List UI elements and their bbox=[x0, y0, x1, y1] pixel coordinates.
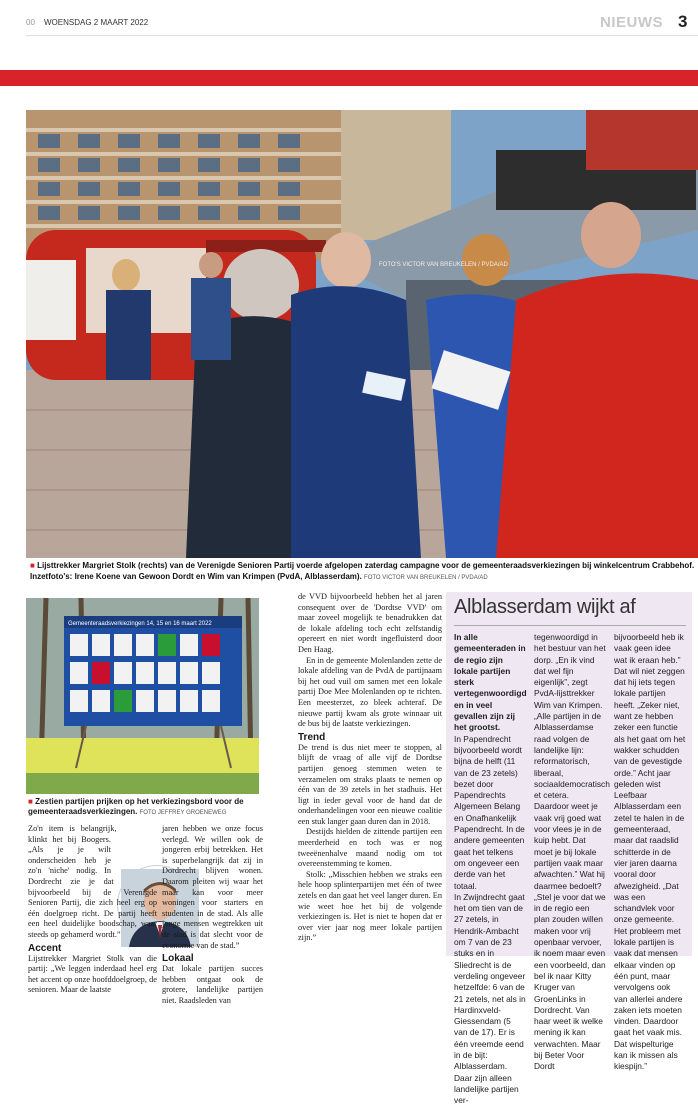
board-caption-text: Zestien partijen prijken op het verkiezingsbord voor de gemeenteraadsverkiezingen. bbox=[28, 797, 244, 816]
sidebar-title: Alblasserdam wijkt af bbox=[454, 596, 636, 618]
header-rule bbox=[26, 35, 698, 36]
election-board-photo bbox=[26, 598, 259, 794]
sidebar-column-1 bbox=[454, 632, 526, 1106]
page-number: 3 bbox=[678, 12, 688, 31]
article-paragraph: Destijds hielden de zittende partijen een meerderheid en toch was er nog tweeënenhalve maand nodig om tot overeenstemming te komen. bbox=[298, 827, 442, 869]
article-paragraph: de VVD bijvoorbeeld hebben het al jaren consequent over de 'Dordtse VVD' om maar zoveel mogelijk te benadrukken dat de lokale afdeling toch echt zelfstandig opereert en niet wordt ingefluisterd door Den Haag. bbox=[298, 592, 442, 654]
subheading-accent: Accent bbox=[28, 942, 62, 954]
sidebar-paragraph: In Zwijndrecht gaat het om tien van de 27 zetels, in Hendrik-Ambacht om 7 van de 23 stuks en in Sliedrecht is de verdeling ongeveer hetzelfde: 6 van de 21 zetels, net als in Hardinxveld-Giessendam (5 van de 17). Er is één vreemde eend in de bijt: Alblasserdam. Daar zijn alleen landelijke partijen ver- bbox=[454, 891, 526, 1106]
board-photo-caption bbox=[28, 797, 260, 818]
article-column-1 bbox=[28, 824, 157, 996]
sidebar-rule bbox=[454, 625, 686, 626]
article-paragraph: De trend is dus niet meer te stoppen, al blijft de vraag of alle vijf de Dordtse partijen genoeg stemmen weten te verzamelen om straks plaats te nemen op één van de 39 zetels in het stadhuis. Het ligt in ieder geval voor de hand dat de onderhandelingen voor een nieuwe coalitie een stuk langer gaan duren dan in 2018. bbox=[298, 742, 442, 826]
article-paragraph: Dat lokale partijen succes hebben ontgaat ook de grotere, landelijke partijen niet. Raadsleden van bbox=[162, 964, 263, 1005]
red-banner bbox=[0, 70, 698, 86]
article-column-2 bbox=[162, 824, 263, 1007]
article-paragraph: En in de gemeente Molenlanden zette de lokale afdeling van de PvdA de partijnaam bij het oud vuil om samen met een lokale partij Doe Mee Molenlanden op te richten. Een meesterzet, zo bleek achteraf. De nieuwe partij kwam als grote winnaar uit de bus bij de laatste verkiezingen. bbox=[298, 655, 442, 729]
article-column-3 bbox=[298, 592, 442, 944]
main-caption-text: Lijsttrekker Margriet Stolk (rechts) van de Verenigde Senioren Partij voerde afgelopen zaterdag campagne voor de gemeenteraadsverkiezingen bij winkelcentrum Crabbehof. Inzetfoto's: Irene Koene van Gewoon Dordt en Wim van Krimpen (PvdA, Alblasserdam). bbox=[30, 561, 695, 581]
article-paragraph: Stolk: „Misschien hebben we straks een hele hoop splinterpartijen met één of twee zetels en dan gaat het veel langer duren. En wie weet hoe het bij de volgende verkiezingen is. Het is niet te hopen dat er over vier jaar nog meer lokale partijen zijn.” bbox=[298, 869, 442, 943]
board-title: Gemeenteraadsverkiezingen 14, 15 en 16 maart 2022 bbox=[68, 621, 212, 627]
page-header bbox=[0, 0, 698, 40]
caption-bullet-icon: ■ bbox=[30, 561, 35, 570]
sidebar-column-2 bbox=[534, 632, 610, 1073]
article-paragraph: Zo'n item is belangrijk, klinkt het bij Boogers. „Als je je wilt onderscheiden heb je zo'n 'niche' nodig. In Dordrecht zie je dat bijvoorbeeld bij de Verenigde Senioren Partij, die zich heel erg op één doelgroep richt. De partij heeft een heel duidelijke boodschap, waar steeds op gehamerd wordt.” bbox=[28, 824, 157, 939]
page-prefix: 00 bbox=[26, 18, 35, 27]
sidebar-paragraph: bijvoorbeeld heb ik vaak geen idee wat ik eraan heb.” Dat wil niet zeggen dat hij iets tegen lokale partijen heeft. „Zeker niet, want ze hebben zeker een functie als het gaat om het wakker schudden van de gevestigde orde.” Acht jaar geleden wist Leefbaar Alblasserdam een zetel te halen in de gemeenteraad, maar dat raadslid schitterde in de vier jaren daarna vooral door afwezigheid. „Dat was een schandvlek voor onze gemeente. Het probleem met lokale partijen is vaak dat mensen elkaar vinden op één punt, maar vervolgens ook van allerlei andere zaken iets moeten vinden. Daardoor gaat het vaak mis. Dat wispelturige kan ik missen als kiespijn.” bbox=[614, 632, 686, 1072]
sidebar-paragraph: tegenwoordigd in het bestuur van het dorp. „En ik vind dat wel fijn eigenlijk”, zegt PvdA-lijsttrekker Wim van Krimpen. „Alle partijen in de Alblasserdamse raad volgen de landelijke lijn: reformatorisch, liberaal, sociaaldemocratisch et cetera. Daardoor weet je vaak vrij goed wat voor vlees je in de kuip hebt. Dat moet je bij lokale partijen vaak maar afwachten.” Wat hij daarmee bedoelt? „Stel je voor dat we in de regio een plan zouden willen maken voor vrij openbaar vervoer, ik noem maar even een voorbeeld, dan bel ik naar Kitty Kruger van GroenLinks in Dordrecht. Van haar weet ik welke mening ik kan verwachten. Maar bij Beter Voor Dordt bbox=[534, 632, 610, 1072]
main-photo-caption bbox=[30, 560, 695, 584]
main-photo bbox=[26, 110, 698, 558]
caption-bullet-icon: ■ bbox=[28, 797, 33, 806]
subheading-trend: Trend bbox=[298, 731, 326, 743]
sidebar-lead: In alle gemeenteraden in de regio zijn lokale partijen sterk vertegenwoordigd en in veel gevallen zijn zij het grootst. bbox=[454, 632, 527, 733]
sidebar-paragraph: In Papendrecht bijvoorbeeld wordt bijna de helft (11 van de 23 zetels) bezet door Papendrechts Algemeen Belang en Onafhankelijk Papendrecht. In de andere gemeenten gaat het telkens om ongeveer een derde van het totaal. bbox=[454, 733, 525, 891]
article-paragraph: jaren hebben we onze focus verlegd. We willen ook de jongeren erbij betrekken. Het is superbelangrijk dat zij in Dordrecht blijven wonen. Daarom pleiten wij waar het maar kan voor meer woningen voor starters en studenten in de stad. Als alle jonge mensen wegtrekken uit de stad is dat slecht voor de economie van de stad.” bbox=[162, 824, 263, 950]
article-paragraph: Lijsttrekker Margriet Stolk van die partij: „We leggen inderdaad heel erg het accent op onze hoofddoelgroep, de senioren. Maar de laatste bbox=[28, 953, 157, 995]
board-caption-credit: FOTO JEFFREY GROENEWEG bbox=[139, 810, 227, 816]
main-caption-credit: FOTO VICTOR VAN BREUKELEN / PVDA/AD bbox=[364, 575, 488, 581]
section-title: NIEUWS bbox=[600, 14, 663, 31]
subheading-lokaal: Lokaal bbox=[162, 953, 194, 965]
main-photo-credit: FOTO'S VICTOR VAN BREUKELEN / PVDA/AD bbox=[379, 262, 508, 268]
sidebar-box bbox=[446, 592, 692, 1106]
issue-date: WOENSDAG 2 MAART 2022 bbox=[44, 18, 149, 27]
sidebar-column-3 bbox=[614, 632, 686, 1073]
